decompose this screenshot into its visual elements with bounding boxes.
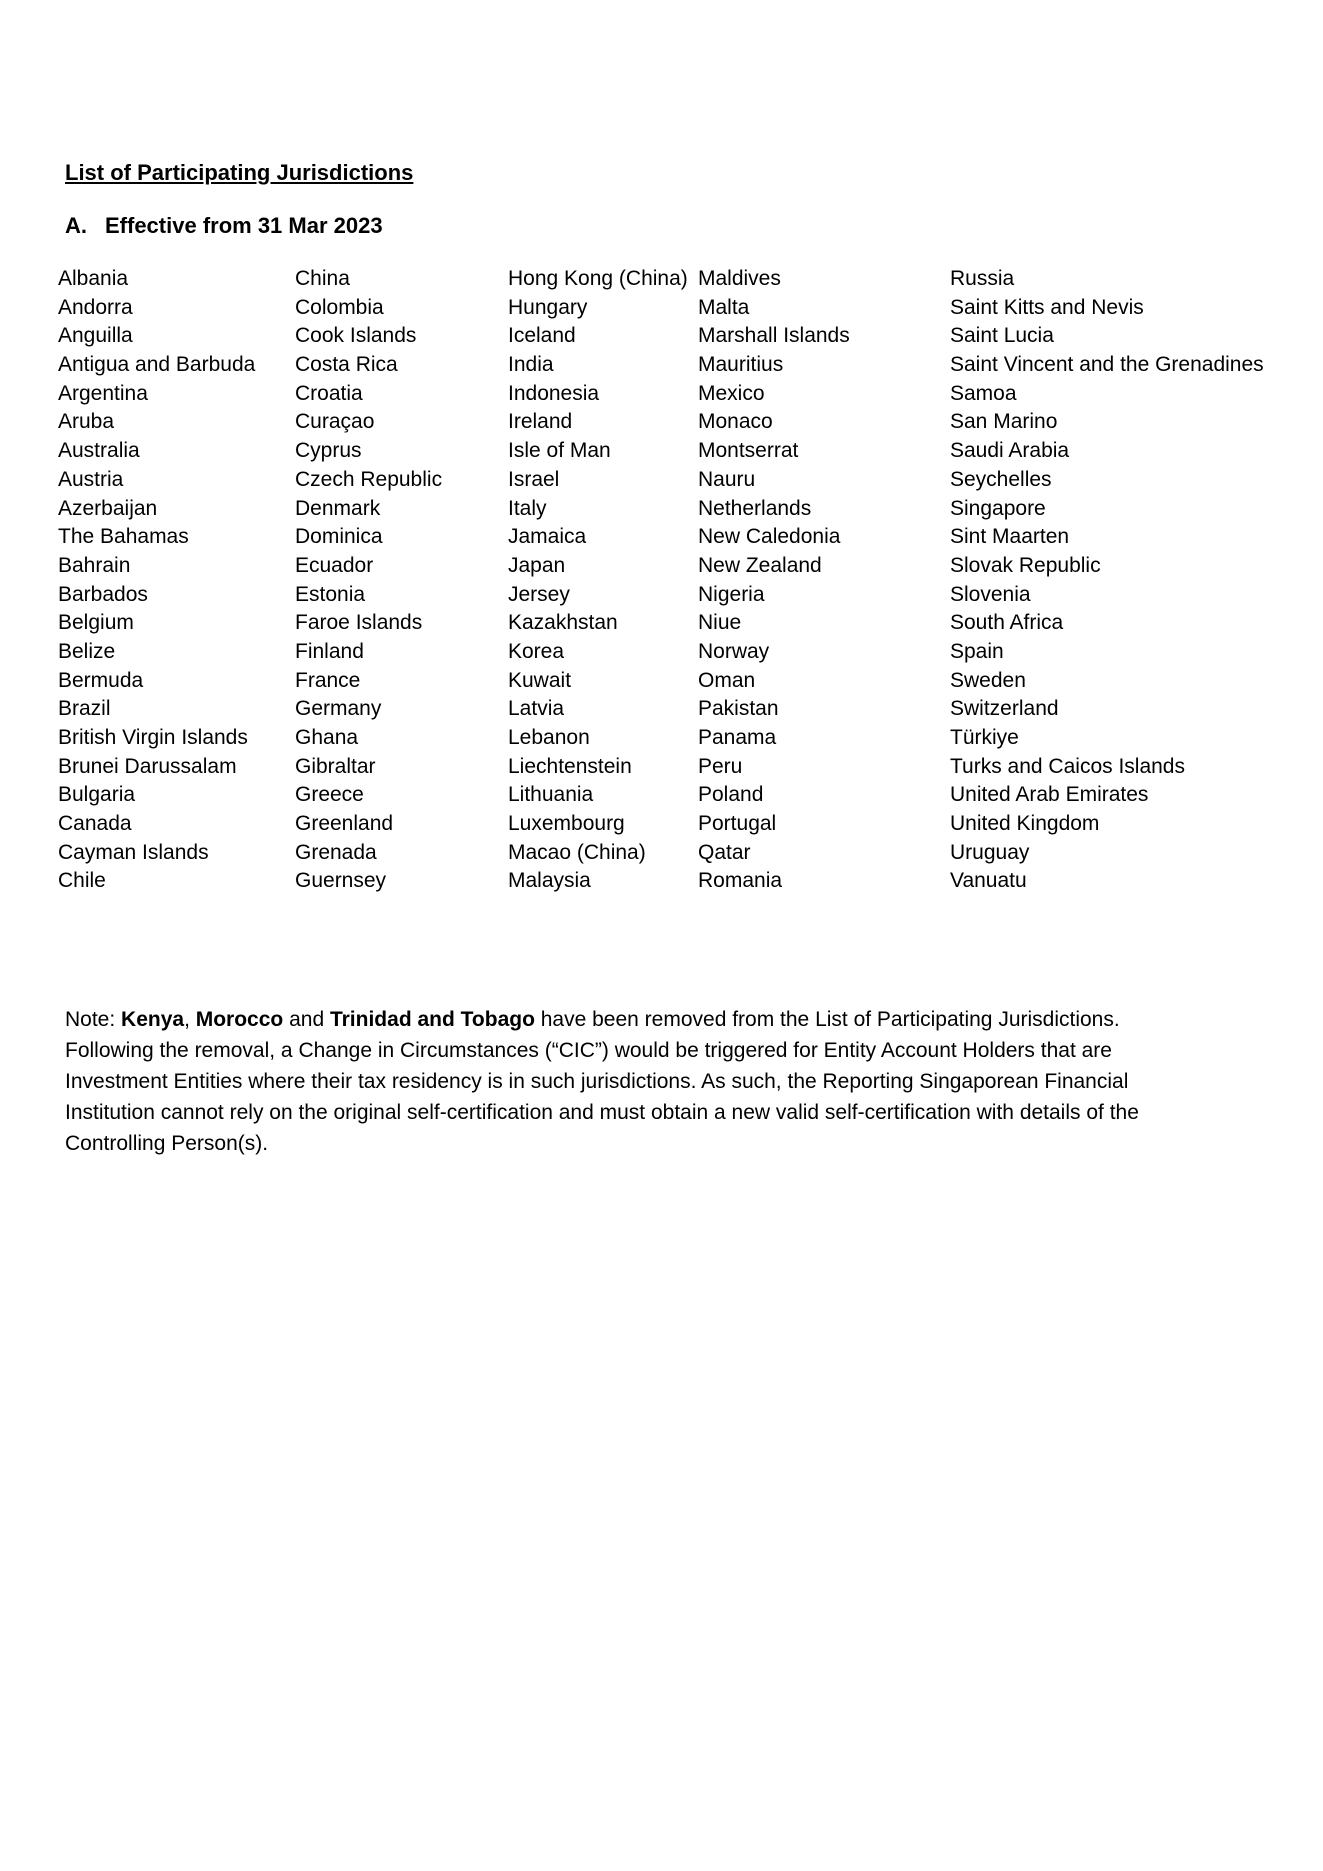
jurisdiction-item: Mauritius [698, 353, 784, 377]
jurisdiction-item: Jersey [508, 582, 570, 606]
jurisdiction-item: Greenland [295, 812, 394, 836]
jurisdiction-item: Nauru [698, 467, 756, 491]
jurisdiction-item: Andorra [58, 295, 133, 319]
jurisdiction-item: Malaysia [508, 869, 591, 893]
jurisdiction-item: Qatar [698, 840, 751, 864]
jurisdiction-item: New Zealand [698, 553, 822, 577]
jurisdiction-item: Spain [950, 639, 1004, 663]
jurisdiction-item: Saudi Arabia [950, 439, 1070, 463]
jurisdiction-item: Portugal [698, 812, 777, 836]
jurisdiction-item: Slovenia [950, 582, 1031, 606]
jurisdiction-item: Saint Lucia [950, 324, 1054, 348]
jurisdiction-item: Mexico [698, 381, 765, 405]
jurisdiction-item: Antigua and Barbuda [58, 353, 256, 377]
jurisdiction-item: Ecuador [295, 553, 374, 577]
jurisdiction-item: Colombia [295, 295, 384, 319]
jurisdiction-item: Bahrain [58, 553, 131, 577]
jurisdiction-item: Switzerland [950, 697, 1059, 721]
jurisdiction-item: China [295, 267, 350, 290]
jurisdiction-item: United Arab Emirates [950, 783, 1149, 807]
jurisdiction-column [508, 265, 688, 896]
jurisdiction-item: Estonia [295, 582, 366, 606]
jurisdiction-item: Argentina [58, 381, 148, 405]
jurisdiction-item: Cayman Islands [58, 840, 209, 864]
jurisdiction-item: Albania [58, 267, 129, 290]
jurisdiction-item: Russia [950, 267, 1015, 290]
jurisdiction-item: Malta [698, 295, 750, 319]
jurisdiction-item: Niue [698, 611, 742, 635]
jurisdiction-item: Poland [698, 783, 764, 807]
note-prefix: Note: [65, 1008, 122, 1031]
jurisdiction-item: Macao (China) [508, 840, 646, 864]
jurisdiction-item: Luxembourg [508, 812, 625, 836]
jurisdiction-item: The Bahamas [58, 525, 189, 549]
jurisdiction-item: Peru [698, 754, 743, 778]
jurisdiction-item: Curaçao [295, 410, 375, 434]
jurisdiction-item: Vanuatu [950, 869, 1027, 893]
jurisdiction-item: Lebanon [508, 726, 590, 749]
jurisdiction-item: Hong Kong (China) [508, 267, 688, 290]
jurisdiction-item: Maldives [698, 267, 781, 290]
jurisdiction-item: Netherlands [698, 496, 812, 520]
jurisdiction-item: Croatia [295, 381, 363, 405]
jurisdiction-item: Faroe Islands [295, 611, 423, 635]
jurisdiction-item: Aruba [58, 410, 115, 434]
jurisdiction-item: Ireland [508, 410, 573, 434]
jurisdiction-item: Kazakhstan [508, 611, 618, 635]
jurisdiction-item: Sweden [950, 668, 1026, 692]
jurisdiction-item: Australia [58, 439, 140, 463]
jurisdiction-item: Costa Rica [295, 353, 398, 377]
jurisdiction-item: Seychelles [950, 467, 1052, 491]
page-title: List of Participating Jurisdictions [65, 160, 414, 185]
jurisdiction-item: Indonesia [508, 381, 600, 405]
jurisdiction-item: Belgium [58, 611, 134, 635]
jurisdiction-item: Saint Vincent and the Grenadines [950, 353, 1264, 377]
jurisdiction-item: Latvia [508, 697, 565, 721]
jurisdiction-column [295, 265, 442, 896]
jurisdiction-item: San Marino [950, 410, 1058, 434]
jurisdiction-item: South Africa [950, 611, 1064, 635]
jurisdiction-item: Oman [698, 668, 756, 692]
jurisdiction-item: Slovak Republic [950, 553, 1101, 577]
jurisdiction-item: Finland [295, 639, 364, 663]
removal-note [65, 1004, 1185, 1159]
section-marker: A. [65, 213, 87, 238]
jurisdiction-item: Iceland [508, 324, 576, 348]
jurisdiction-item: Sint Maarten [950, 525, 1070, 549]
jurisdiction-item: Bulgaria [58, 783, 136, 807]
jurisdiction-item: Korea [508, 639, 565, 663]
section-heading [65, 213, 383, 239]
jurisdiction-item: Cook Islands [295, 324, 417, 348]
jurisdiction-item: Türkiye [950, 726, 1019, 749]
jurisdiction-item: Nigeria [698, 582, 765, 606]
note-country-kenya: Kenya [121, 1008, 185, 1031]
jurisdiction-item: British Virgin Islands [58, 726, 248, 749]
jurisdiction-item: Singapore [950, 496, 1046, 520]
jurisdiction-item: Monaco [698, 410, 773, 434]
jurisdiction-item: Japan [508, 553, 566, 577]
jurisdiction-item: Belize [58, 639, 116, 663]
jurisdiction-item: Israel [508, 467, 560, 491]
jurisdiction-item: Isle of Man [508, 439, 611, 463]
jurisdiction-item: Turks and Caicos Islands [950, 754, 1185, 778]
jurisdiction-item: Montserrat [698, 439, 799, 463]
jurisdiction-item: Gibraltar [295, 754, 376, 778]
jurisdiction-item: Czech Republic [295, 467, 443, 491]
jurisdiction-item: Grenada [295, 840, 377, 864]
jurisdiction-item: Jamaica [508, 525, 587, 549]
jurisdiction-item: Cyprus [295, 439, 362, 463]
note-body: have been removed from the List of Participating Jurisdictions. Following the removal, a Change in Circumstances (“CIC”) would be triggered for Entity Account Holders that are Investment Entities where their tax residency is in such jurisdictions. As such, the Reporting Singaporean Financial Institution cannot rely on the original self-certification and must obtain a new valid self-certification with details of the Controlling Person(s). [65, 1008, 1139, 1155]
jurisdiction-item: Romania [698, 869, 783, 893]
jurisdiction-item: Marshall Islands [698, 324, 850, 348]
jurisdiction-item: Lithuania [508, 783, 594, 807]
note-separator: , [184, 1008, 196, 1031]
jurisdiction-item: Anguilla [58, 324, 133, 348]
jurisdiction-item: Chile [58, 869, 106, 893]
note-country-trinidad: Trinidad and Tobago [329, 1008, 535, 1031]
jurisdiction-item: Brazil [58, 697, 111, 721]
jurisdiction-item: Germany [295, 697, 382, 721]
jurisdiction-item: Guernsey [295, 869, 387, 893]
jurisdiction-item: Canada [58, 812, 132, 836]
jurisdiction-item: Azerbaijan [58, 496, 158, 520]
jurisdiction-item: United Kingdom [950, 812, 1100, 836]
jurisdiction-item: Ghana [295, 726, 359, 749]
jurisdiction-item: Italy [508, 496, 547, 520]
jurisdiction-item: New Caledonia [698, 525, 841, 549]
jurisdiction-item: Norway [698, 639, 770, 663]
jurisdiction-item: Hungary [508, 295, 588, 319]
jurisdiction-item: Brunei Darussalam [58, 754, 237, 778]
jurisdiction-item: Liechtenstein [508, 754, 632, 778]
jurisdiction-column [950, 265, 1264, 896]
jurisdiction-item: Uruguay [950, 840, 1030, 864]
note-country-morocco: Morocco [195, 1008, 284, 1031]
note-separator: and [283, 1008, 330, 1031]
jurisdiction-item: Bermuda [58, 668, 144, 692]
section-heading-text: Effective from 31 Mar 2023 [105, 213, 383, 238]
jurisdiction-item: Greece [295, 783, 364, 807]
jurisdiction-item: Denmark [295, 496, 381, 520]
jurisdiction-column [698, 265, 850, 896]
jurisdiction-item: India [508, 353, 554, 377]
jurisdiction-item: Dominica [295, 525, 383, 549]
jurisdiction-item: France [295, 668, 361, 692]
jurisdiction-item: Panama [698, 726, 777, 749]
jurisdiction-item: Austria [58, 467, 124, 491]
jurisdiction-item: Samoa [950, 381, 1017, 405]
jurisdiction-item: Saint Kitts and Nevis [950, 295, 1144, 319]
jurisdiction-item: Pakistan [698, 697, 779, 721]
jurisdiction-item: Kuwait [508, 668, 572, 692]
jurisdiction-item: Barbados [58, 582, 148, 606]
jurisdiction-column [58, 265, 255, 896]
